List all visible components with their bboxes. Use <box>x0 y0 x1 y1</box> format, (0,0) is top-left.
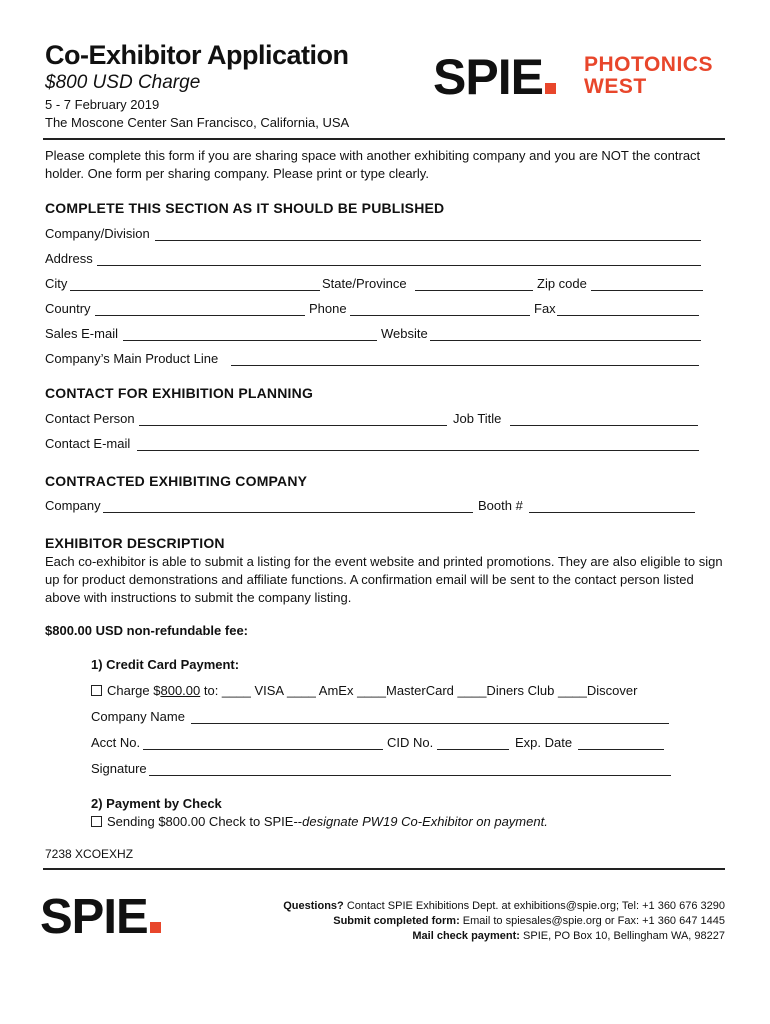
contracted-company-field[interactable] <box>103 512 473 513</box>
address-row <box>45 251 705 269</box>
fax-label: Fax <box>534 301 556 316</box>
signature-field[interactable] <box>149 775 671 776</box>
cid-no-field[interactable] <box>437 749 509 750</box>
section-heading-description: EXHIBITOR DESCRIPTION <box>45 535 225 551</box>
country-label: Country <box>45 301 91 316</box>
logo-dot-icon <box>545 83 556 94</box>
section-heading-contracted: CONTRACTED EXHIBITING COMPANY <box>45 473 308 489</box>
questions-text: Contact SPIE Exhibitions Dept. at exhibitions@spie.org; Tel: +1 360 676 3290 <box>343 900 725 912</box>
footer-mail <box>412 930 725 942</box>
spie-logo-text: SPIE <box>433 49 543 105</box>
acct-no-field[interactable] <box>143 749 383 750</box>
job-title-label: Job Title <box>453 411 502 426</box>
mail-label: Mail check payment: <box>412 930 520 942</box>
zip-label: Zip code <box>537 276 587 291</box>
event-dates: 5 - 7 February 2019 <box>45 97 160 112</box>
sales-email-row <box>45 326 705 344</box>
section-heading-contact: CONTACT FOR EXHIBITION PLANNING <box>45 385 314 401</box>
section-heading-publish: COMPLETE THIS SECTION AS IT SHOULD BE PUBLISHED <box>45 200 445 216</box>
photonics-west-logo <box>584 54 713 98</box>
form-code: 7238 XCOEXHZ <box>45 847 134 861</box>
footer-divider <box>43 868 725 870</box>
contact-person-row <box>45 411 705 429</box>
main-product-label: Company’s Main Product Line <box>45 351 219 366</box>
city-row <box>45 276 705 294</box>
fee-label: $800.00 USD non-refundable fee: <box>45 623 248 638</box>
country-row <box>45 301 705 319</box>
contact-person-label: Contact Person <box>45 411 135 426</box>
questions-label: Questions? <box>283 900 344 912</box>
submit-label: Submit completed form: <box>333 915 460 927</box>
contracted-company-row <box>45 498 705 516</box>
charge-checkbox[interactable] <box>91 685 102 696</box>
header-divider <box>43 138 725 140</box>
form-title: Co-Exhibitor Application <box>45 40 349 70</box>
contact-email-row <box>45 436 705 454</box>
website-field[interactable] <box>430 340 701 341</box>
main-product-field[interactable] <box>231 365 699 366</box>
footer-logo-dot-icon <box>150 922 161 933</box>
contracted-company-label: Company <box>45 498 101 513</box>
card-type-options: to: ____ VISA ____ AmEx ____MasterCard ____Diners Club ____Discover <box>200 683 638 698</box>
city-field[interactable] <box>70 290 320 291</box>
booth-field[interactable] <box>529 512 695 513</box>
event-name-line2: WEST <box>584 75 647 98</box>
main-product-row <box>45 351 705 369</box>
intro-text: Please complete this form if you are sharing space with another exhibiting company and you are NOT the contract holder. One form per sharing company. Please print or type clearly. <box>45 148 701 181</box>
check-heading: 2) Payment by Check <box>91 796 222 811</box>
job-title-field[interactable] <box>510 425 698 426</box>
signature-label: Signature <box>91 761 147 776</box>
event-name-line1: PHOTONICS <box>584 53 713 76</box>
card-company-field[interactable] <box>191 723 669 724</box>
card-company-row <box>91 709 681 727</box>
submit-text: Email to spiesales@spie.org or Fax: +1 360 647 1445 <box>459 915 725 927</box>
charge-row <box>91 683 691 701</box>
charge-subtitle: $800 USD Charge <box>45 72 201 93</box>
spie-logo-footer <box>40 890 161 944</box>
city-label: City <box>45 276 68 291</box>
exp-date-field[interactable] <box>578 749 664 750</box>
website-label: Website <box>381 326 428 341</box>
address-field[interactable] <box>97 265 701 266</box>
footer-submit <box>333 915 725 927</box>
credit-card-heading: 1) Credit Card Payment: <box>91 657 240 672</box>
contact-email-field[interactable] <box>137 450 699 451</box>
acct-no-label: Acct No. <box>91 735 141 750</box>
state-field[interactable] <box>415 290 533 291</box>
event-venue: The Moscone Center San Francisco, California, USA <box>45 115 350 130</box>
check-row <box>91 814 691 832</box>
exp-date-label: Exp. Date <box>515 735 573 750</box>
contact-person-field[interactable] <box>139 425 447 426</box>
sales-email-field[interactable] <box>123 340 377 341</box>
contact-email-label: Contact E-mail <box>45 436 131 451</box>
phone-label: Phone <box>309 301 347 316</box>
sales-email-label: Sales E-mail <box>45 326 118 341</box>
address-label: Address <box>45 251 93 266</box>
mail-text: SPIE, PO Box 10, Bellingham WA, 98227 <box>519 930 725 942</box>
zip-field[interactable] <box>591 290 703 291</box>
charge-amount: 800.00 <box>160 683 201 698</box>
company-division-field[interactable] <box>155 240 701 241</box>
company-division-row <box>45 226 705 244</box>
state-label: State/Province <box>322 276 407 291</box>
footer-questions <box>283 900 725 912</box>
card-company-label: Company Name <box>91 709 185 724</box>
check-checkbox[interactable] <box>91 816 102 827</box>
booth-label: Booth # <box>478 498 523 513</box>
check-instruction: designate PW19 Co-Exhibitor on payment. <box>302 814 548 829</box>
check-text: Sending $800.00 Check to SPIE-- <box>107 814 303 829</box>
description-text: Each co-exhibitor is able to submit a listing for the event website and printed promotions. They are also eligible to sign up for product demonstrations and affiliate functions. A confirmation email will be sent to the contact person listed above with instructions to submit the company listing. <box>45 554 723 605</box>
cid-no-label: CID No. <box>387 735 434 750</box>
footer-logo-text: SPIE <box>40 890 148 944</box>
signature-row <box>91 761 681 779</box>
phone-field[interactable] <box>350 315 530 316</box>
company-division-label: Company/Division <box>45 226 150 241</box>
card-number-row <box>91 735 681 753</box>
spie-logo-header <box>433 49 556 105</box>
country-field[interactable] <box>95 315 305 316</box>
fax-field[interactable] <box>557 315 699 316</box>
charge-prefix: Charge $ <box>107 683 161 698</box>
